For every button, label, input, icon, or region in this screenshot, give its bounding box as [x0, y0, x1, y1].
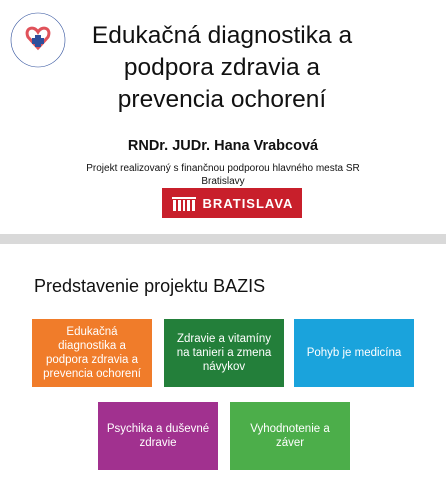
topic-box-label: Vyhodnotenie a záver — [250, 423, 330, 449]
funding-note: Projekt realizovaný s finančnou podporou hlavného mesta SR Bratislavy — [86, 163, 360, 187]
bratislava-logo — [162, 188, 302, 218]
topic-box-label: Edukačná diagnostika a podpora zdravia a prevencia ochorení — [43, 326, 141, 380]
slide-heading: Predstavenie projektu BAZIS — [34, 276, 266, 296]
topic-box-label: Zdravie a vitamíny na tanieri a zmena návykov — [176, 333, 272, 373]
topic-box-education — [32, 319, 152, 387]
topic-box-evaluation — [230, 402, 350, 470]
topic-box-label: Pohyb je medicína — [306, 347, 402, 359]
topic-box-nutrition — [164, 319, 284, 387]
topic-box-mental-health — [98, 402, 218, 470]
author-name: RNDr. JUDr. Hana Vrabcová — [127, 138, 319, 154]
project-overview-slide — [0, 244, 446, 499]
title-slide — [0, 0, 446, 234]
topic-box-label: Psychika a duševné zdravie — [106, 423, 210, 449]
bratislava-castle-icon — [171, 194, 197, 212]
presentation-title: Edukačná diagnostika a podpora zdravia a prevencia ochorení — [91, 22, 353, 113]
coalition-logo-icon — [8, 10, 68, 70]
topic-box-movement — [294, 319, 414, 387]
bratislava-logo-text: BRATISLAVA — [202, 195, 294, 211]
